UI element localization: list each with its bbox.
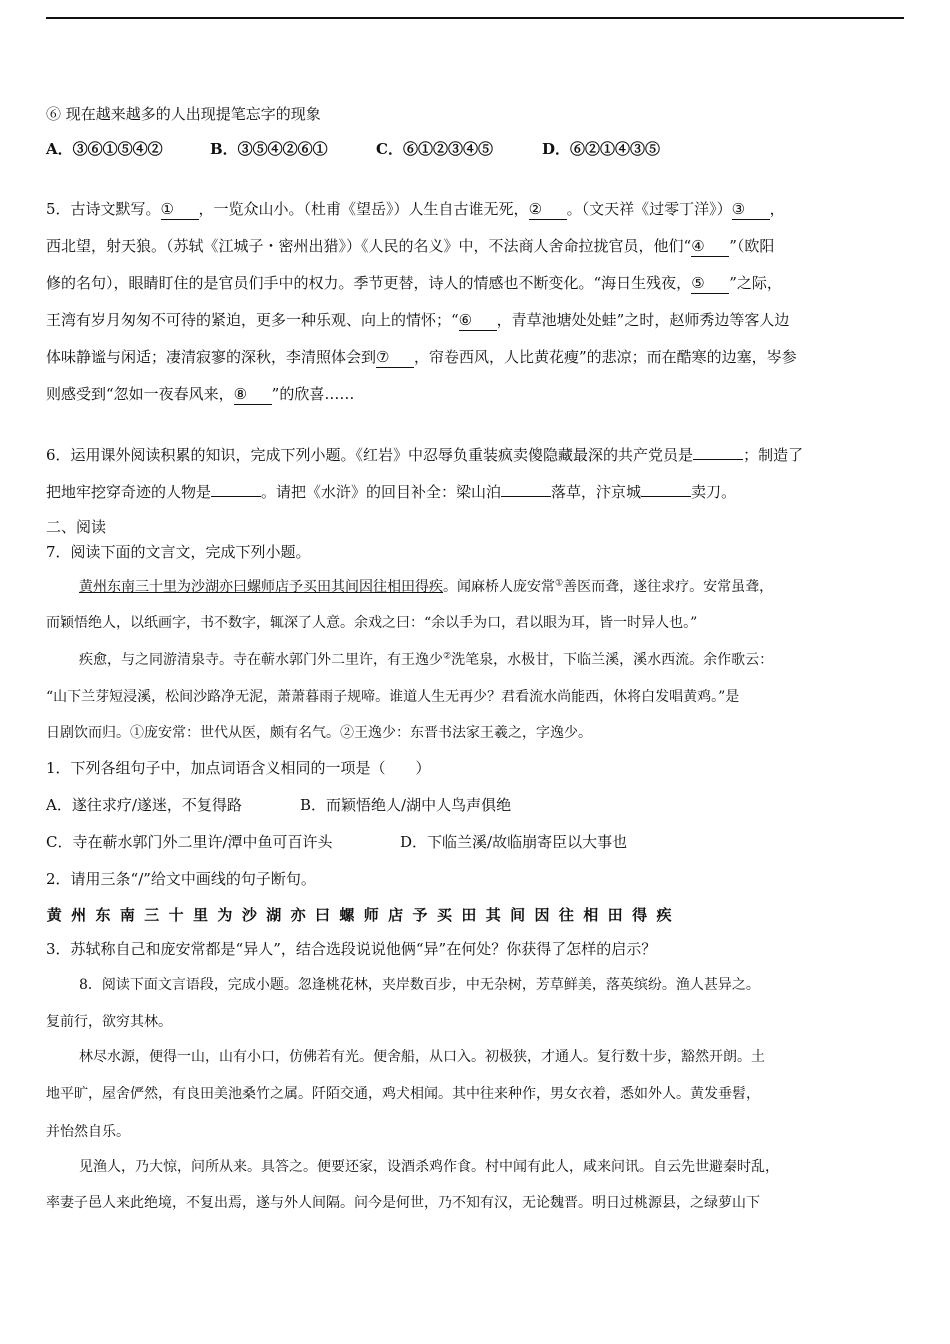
q8-line-3: 林尽水源，便得一山，山有小口，仿佛若有光。便舍船，从口入。初极狭，才通人。复行数十步，豁然开朗。土 [79,1049,765,1065]
q7-option-d[interactable]: D．下临兰溪/故临崩寄臣以大事也 [400,833,628,851]
segment-char: 往 [558,906,574,924]
q5-text: ”（欧阳 [729,237,775,255]
q4-option-c[interactable]: C．⑥①②③④⑤ [376,140,493,158]
q7-sub-1-options-cd [46,832,627,852]
q4-option-a[interactable]: A．③⑥①⑤④② [46,140,163,158]
segment-char: 田 [607,906,623,924]
q5-text: 西北望，射天狼。（苏轼《江城子・密州出猎》）《人民的名义》中，不法商人舍命拉拢官员，他们“ [46,237,692,255]
q7-passage-line-2: 而颖悟绝人，以纸画字，书不数字，辄深了人意。余戏之曰：“余以手为口，君以眼为耳，皆一时异人也。” [46,615,698,631]
q6-blank-3[interactable] [501,496,551,497]
q8-line-1: 8．阅读下面文言语段，完成小题。忽逢桃花林，夹岸数百步，中无杂树，芳草鲜美，落英缤纷。渔人甚异之。 [79,977,760,993]
q6-text: 卖刀。 [691,483,737,501]
q4-item-6: ⑥ 现在越来越多的人出现提笔忘字的现象 [46,105,321,123]
q5-blank-8[interactable]: ⑧ [234,384,272,405]
q7-text: 。闻麻桥人庞安常 [443,579,555,595]
segment-char: 州 [71,906,87,924]
q8-line-5: 并怡然自乐。 [46,1124,130,1140]
q7-passage-line-3 [79,650,773,670]
q7-sub-1: 1．下列各组句子中，加点词语含义相同的一项是（ ） [46,759,431,777]
segment-char: 相 [583,906,599,924]
q7-option-c[interactable]: C．寺在蕲水郭门外二里许/潭中鱼可百许头 [46,833,333,851]
segment-char: 师 [363,906,379,924]
segment-char: 其 [485,906,501,924]
segment-char: 亦 [290,906,306,924]
q6-line-1 [46,445,803,465]
q7-sub-3: 3．苏轼称自己和庞安常都是“异人”，结合选段说说他俩“异”在何处？你获得了怎样的启示？ [46,940,657,958]
q7-sub-1-options-ab [46,795,511,815]
q8-line-6: 见渔人，乃大惊，问所从来。具答之。便要还家，设酒杀鸡作食。村中闻有此人，咸来问讯。自云先世避秦时乱， [79,1159,779,1175]
q5-blank-3[interactable]: ③ [732,199,770,220]
q5-text: ，一览众山小。（杜甫《望岳》）人生自古谁无死， [198,200,529,218]
segment-char: 沙 [241,906,257,924]
q6-line-2 [46,482,736,502]
segment-char: 得 [632,906,648,924]
q7-option-a[interactable]: A．遂往求疗/遂迷，不复得路 [46,796,242,814]
footnote-marker: ② [443,651,452,662]
q7-underlined-sentence: 黄州东南三十里为沙湖亦曰螺师店予买田其间因往相田得疾 [79,579,443,595]
q7-footnotes: 日剧饮而归。①庞安常：世代从医，颇有名气。②王逸少：东晋书法家王羲之，字逸少。 [46,725,592,741]
q5-blank-2[interactable]: ② [529,199,567,220]
q5-blank-6[interactable]: ⑥ [459,310,497,331]
segment-char: 予 [412,906,428,924]
q5-text: 体味静谧与闲适；凄清寂寥的深秋，李清照体会到 [46,348,377,366]
q4-options [46,139,660,159]
segment-char: 南 [119,906,135,924]
q5-text: 则感受到“忽如一夜春风来， [46,385,234,403]
q5-line-6 [46,384,354,405]
q6-text: 把地牢挖穿奇迹的人物是 [46,483,212,501]
q5-blank-1[interactable]: ① [161,199,199,220]
q5-text: ， [769,200,785,218]
q5-text: 修的名句），眼睛盯住的是官员们手中的权力。季节更替，诗人的情感也不断变化。“海日生残夜， [46,274,692,292]
q5-text: 。（文天祥《过零丁洋》） [566,200,732,218]
q5-text: ”的欣喜…… [271,385,355,403]
q5-prompt: 5．古诗文默写。 [46,200,161,218]
q4-option-d[interactable]: D．⑥②①④③⑤ [542,140,661,158]
q7-option-b[interactable]: B．而颖悟绝人/湖中人鸟声俱绝 [300,796,512,814]
q5-text: ，帘卷西风，人比黄花瘦”的悲凉；而在酷寒的边塞，岑参 [414,348,797,366]
q5-text: ”之际， [729,274,782,292]
q6-blank-4[interactable] [641,496,691,497]
q4-option-b[interactable]: B．③⑤④②⑥① [210,140,328,158]
q6-text: 。请把《水浒》的回目补全：梁山泊 [261,483,502,501]
q8-line-4: 地平旷，屋舍俨然，有良田美池桑竹之属。阡陌交通，鸡犬相闻。其中往来种作，男女衣着，悉如外人。黄发垂髫， [46,1086,760,1102]
q6-blank-2[interactable] [211,496,261,497]
q7-text: 善医而聋，遂往求疗。安常虽聋， [563,579,774,595]
q7-sub-2: 2．请用三条“/”给文中画线的句子断句。 [46,870,316,888]
section-heading-reading: 二、阅读 [46,518,107,536]
segment-char: 里 [193,906,209,924]
segment-char: 为 [217,906,233,924]
q7-segmentation-line[interactable] [42,905,676,925]
q5-line-3 [46,273,782,294]
q5-text: ，青草池塘处处蛙”之时，赵师秀边等客人边 [496,311,790,329]
q7-passage-line-4: “山下兰芽短浸溪，松间沙路净无泥，萧萧暮雨子规啼。谁道人生无再少？君看流水尚能西，休将白发唱黄鸡。”是 [46,689,740,705]
segment-char: 螺 [339,906,355,924]
q6-text: 落草，汴京城 [551,483,642,501]
q5-blank-7[interactable]: ⑦ [376,347,414,368]
segment-char: 店 [388,906,404,924]
q6-blank-1[interactable] [693,459,743,460]
header-rule [46,17,904,19]
q5-text: 王湾有岁月匆匆不可待的紧迫，更多一种乐观、向上的情怀；“ [46,311,459,329]
segment-char: 疾 [656,906,672,924]
q7-intro: 7．阅读下面的文言文，完成下列小题。 [46,543,311,561]
segment-char: 东 [95,906,111,924]
segment-char: 因 [534,906,550,924]
q8-line-2: 复前行，欲穷其林。 [46,1014,172,1030]
q5-blank-4[interactable]: ④ [691,236,729,257]
q6-text: ；制造了 [743,446,804,464]
segment-char: 田 [461,906,477,924]
segment-char: 买 [436,906,452,924]
q7-text: 疾愈，与之同游清泉寺。寺在蕲水郭门外二里许，有王逸少 [79,652,443,668]
q7-text: 洗笔泉，水极甘，下临兰溪，溪水西流。余作歌云： [451,652,774,668]
segment-char: 黄 [46,906,62,924]
q6-text: 6．运用课外阅读积累的知识，完成下列小题。《红岩》中忍辱负重装疯卖傻隐藏最深的共产党员是 [46,446,694,464]
q5-line-1 [46,199,785,220]
segment-char: 十 [168,906,184,924]
segment-char: 曰 [314,906,330,924]
q5-line-2 [46,236,774,257]
q5-line-4 [46,310,789,331]
segment-char: 间 [510,906,526,924]
q5-blank-5[interactable]: ⑤ [691,273,729,294]
q5-line-5 [46,347,797,368]
footnote-marker: ① [555,578,564,589]
segment-char: 三 [144,906,160,924]
q8-line-7: 率妻子邑人来此绝境，不复出焉，遂与外人间隔。问今是何世，乃不知有汉，无论魏晋。明日过桃源县，之绿萝山下 [46,1195,760,1211]
segment-char: 湖 [266,906,282,924]
q7-passage-line-1 [79,577,773,597]
